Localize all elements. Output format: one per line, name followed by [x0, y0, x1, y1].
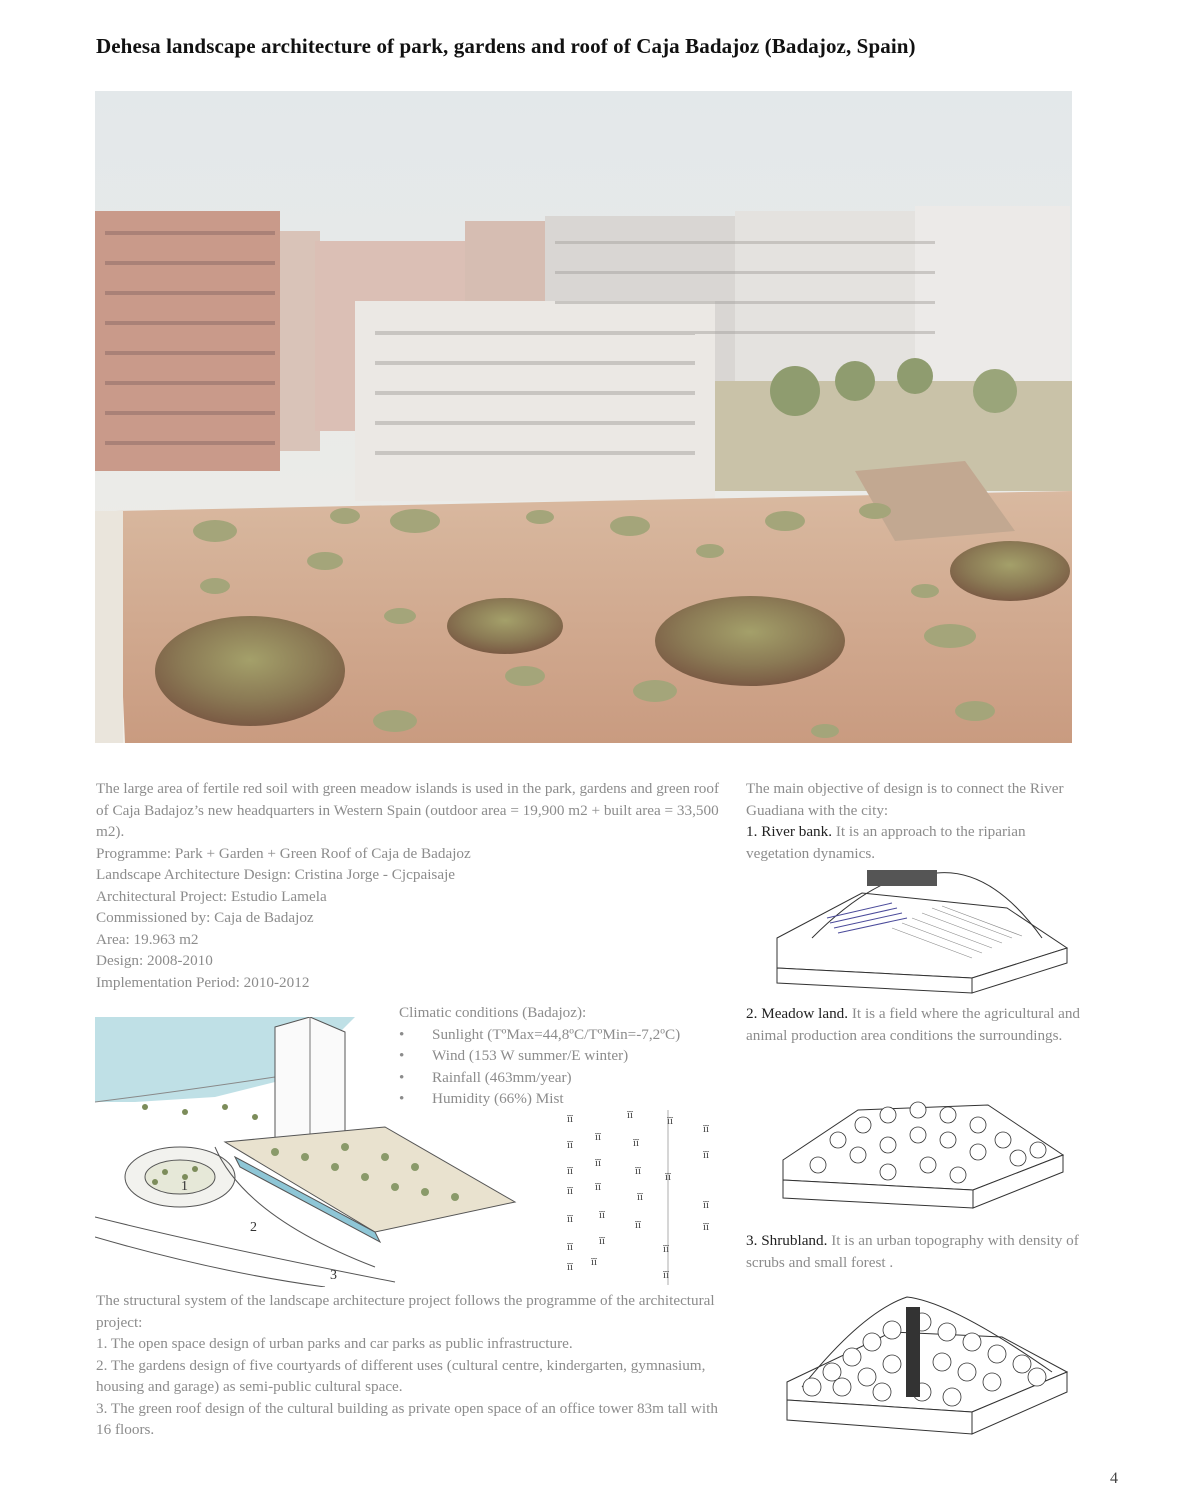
svg-text:ĭĭ: ĭĭ [599, 1209, 606, 1221]
plan-label: 3 [330, 1268, 337, 1283]
river-bank-block-drawing [772, 868, 1072, 996]
climate-item: • Sunlight (TºMax=44,8ºC/TºMin=-7,2ºC) [399, 1024, 739, 1046]
section-text: It is a field where the agricultural and animal production area conditions the surroundings. [746, 1005, 1081, 1044]
section-label: 3. Shrubland. [746, 1232, 828, 1249]
section-river-bank [746, 821, 1086, 864]
svg-text:ĭĭ: ĭĭ [703, 1199, 710, 1211]
design-objective [746, 778, 1086, 864]
climate-item: • Humidity (66%) Mist [399, 1088, 739, 1110]
section-meadow-land [746, 1003, 1086, 1046]
commissioned-line: Commissioned by: Caja de Badajoz [96, 909, 314, 926]
design-credit-line: Landscape Architecture Design: Cristina Jorge - Cjcpaisaje [96, 866, 456, 883]
svg-text:ĭĭ: ĭĭ [627, 1110, 634, 1121]
structure-item: 2. The gardens design of five courtyards of different uses (cultural centre, kindergarten, gymnasium, housing and garage) as semi-public cultural space. [96, 1356, 706, 1395]
svg-text:ĭĭ: ĭĭ [567, 1261, 574, 1273]
plan-label: 2 [250, 1220, 257, 1235]
svg-text:ĭĭ: ĭĭ [703, 1221, 710, 1233]
section-shrubland [746, 1230, 1086, 1273]
section-label: 1. River bank. [746, 823, 833, 840]
section-text: It is an urban topography with density of scrubs and small forest . [746, 1232, 1079, 1271]
svg-text:ĭĭ: ĭĭ [599, 1235, 606, 1247]
page-number: 4 [1110, 1470, 1118, 1487]
climate-item: • Wind (153 W summer/E winter) [399, 1045, 739, 1067]
svg-text:ĭĭ: ĭĭ [663, 1243, 670, 1255]
svg-text:ĭĭ: ĭĭ [703, 1149, 710, 1161]
structure-intro: The structural system of the landscape architecture project follows the programme of the architectural project: [96, 1292, 715, 1331]
svg-text:ĭĭ: ĭĭ [567, 1139, 574, 1151]
description-paragraph: The large area of fertile red soil with green meadow islands is used in the park, gardens and green roof of Caja Badajoz’s new headquarters in Western Spain (outdoor area = 19,900 m2 + built area = 33,500 m2). [96, 780, 720, 840]
svg-text:ĭĭ: ĭĭ [591, 1256, 598, 1268]
svg-text:ĭĭ: ĭĭ [567, 1241, 574, 1253]
green-roof-photo [95, 91, 1072, 743]
svg-text:ĭĭ: ĭĭ [567, 1165, 574, 1177]
tree-pattern-drawing [555, 1110, 725, 1290]
structure-item: 3. The green roof design of the cultural building as private open space of an office tower 83m tall with 16 floors. [96, 1399, 718, 1438]
objective-text: The main objective of design is to connect the River Guadiana with the city: [746, 780, 1064, 819]
page-title: Dehesa landscape architecture of park, gardens and roof of Caja Badajoz (Badajoz, Spain) [96, 34, 916, 58]
site-axonometric-drawing [95, 1017, 525, 1287]
svg-text:ĭĭ: ĭĭ [663, 1269, 670, 1281]
programme-line: Programme: Park + Garden + Green Roof of Caja de Badajoz [96, 844, 471, 862]
climate-heading: Climatic conditions (Badajoz): [399, 1004, 587, 1021]
implementation-line: Implementation Period: 2010-2012 [96, 973, 310, 991]
svg-text:ĭĭ: ĭĭ [567, 1213, 574, 1225]
svg-text:ĭĭ: ĭĭ [633, 1137, 640, 1149]
structural-system-text [96, 1290, 736, 1441]
svg-text:ĭĭ: ĭĭ [703, 1123, 710, 1135]
section-text: It is an approach to the riparian vegetation dynamics. [746, 823, 1026, 862]
svg-text:ĭĭ: ĭĭ [595, 1181, 602, 1193]
project-description [96, 778, 726, 993]
area-line: Area: 19.963 m2 [96, 930, 199, 948]
svg-text:ĭĭ: ĭĭ [595, 1131, 602, 1143]
design-years-line: Design: 2008-2010 [96, 952, 213, 969]
svg-text:ĭĭ: ĭĭ [635, 1219, 642, 1231]
structure-item: 1. The open space design of urban parks and car parks as public infrastructure. [96, 1335, 573, 1352]
svg-text:ĭĭ: ĭĭ [567, 1113, 574, 1125]
climate-item: • Rainfall (463mm/year) [399, 1067, 739, 1089]
plan-label: 1 [181, 1179, 188, 1194]
meadow-block-drawing [778, 1080, 1068, 1215]
svg-text:ĭĭ: ĭĭ [635, 1165, 642, 1177]
architect-line: Architectural Project: Estudio Lamela [96, 887, 327, 905]
svg-text:ĭĭ: ĭĭ [595, 1157, 602, 1169]
svg-text:ĭĭ: ĭĭ [667, 1115, 674, 1127]
svg-text:ĭĭ: ĭĭ [567, 1185, 574, 1197]
shrubland-block-drawing [782, 1292, 1072, 1442]
svg-text:ĭĭ: ĭĭ [637, 1191, 644, 1203]
section-label: 2. Meadow land. [746, 1005, 849, 1022]
svg-text:ĭĭ: ĭĭ [665, 1171, 672, 1183]
